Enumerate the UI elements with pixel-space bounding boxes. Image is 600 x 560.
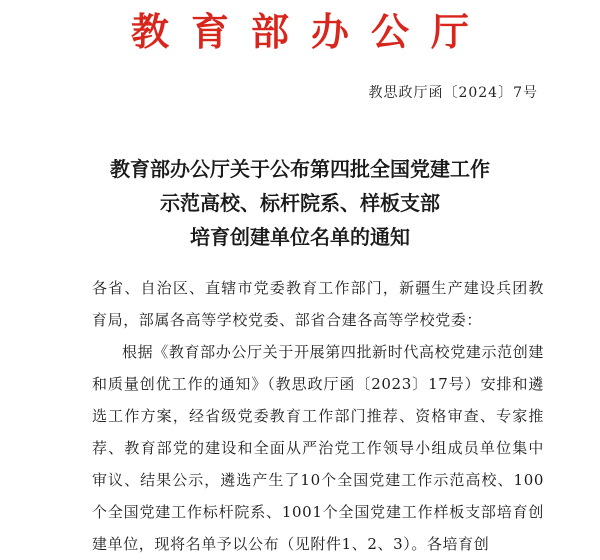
- title-line-2: 示范高校、标杆院系、样板支部: [160, 191, 440, 215]
- document-body: [92, 272, 544, 560]
- document-number: 教思政厅函〔2024〕7号: [368, 85, 538, 101]
- title-line-3: 培育创建单位名单的通知: [190, 225, 410, 249]
- title-line-1: 教育部办公厅关于公布第四批全国党建工作: [110, 157, 490, 181]
- issuing-org-header: 教育部办公厅: [130, 9, 491, 54]
- salutation: 各省、自治区、直辖市党委教育工作部门，新疆生产建设兵团教育局，部属各高等学校党委、部省合建各高等学校党委：: [92, 279, 544, 329]
- document-title: [0, 152, 600, 254]
- body-paragraph: 根据《教育部办公厅关于开展第四批新时代高校党建示范创建和质量创优工作的通知》（教思政厅函〔2023〕17号）安排和遴选工作方案，经省级党委教育工作部门推荐、资格审查、专家推荐、教育部党的建设和全面从严治党工作领导小组成员单位集中审议、结果公示，遴选产生了10个全国党建工作示范高校、100个全国党建工作标杆院系、1001个全国党建工作样板支部培育创建单位，现将名单予以公布（见附件1、2、3）。各培育创: [92, 343, 544, 553]
